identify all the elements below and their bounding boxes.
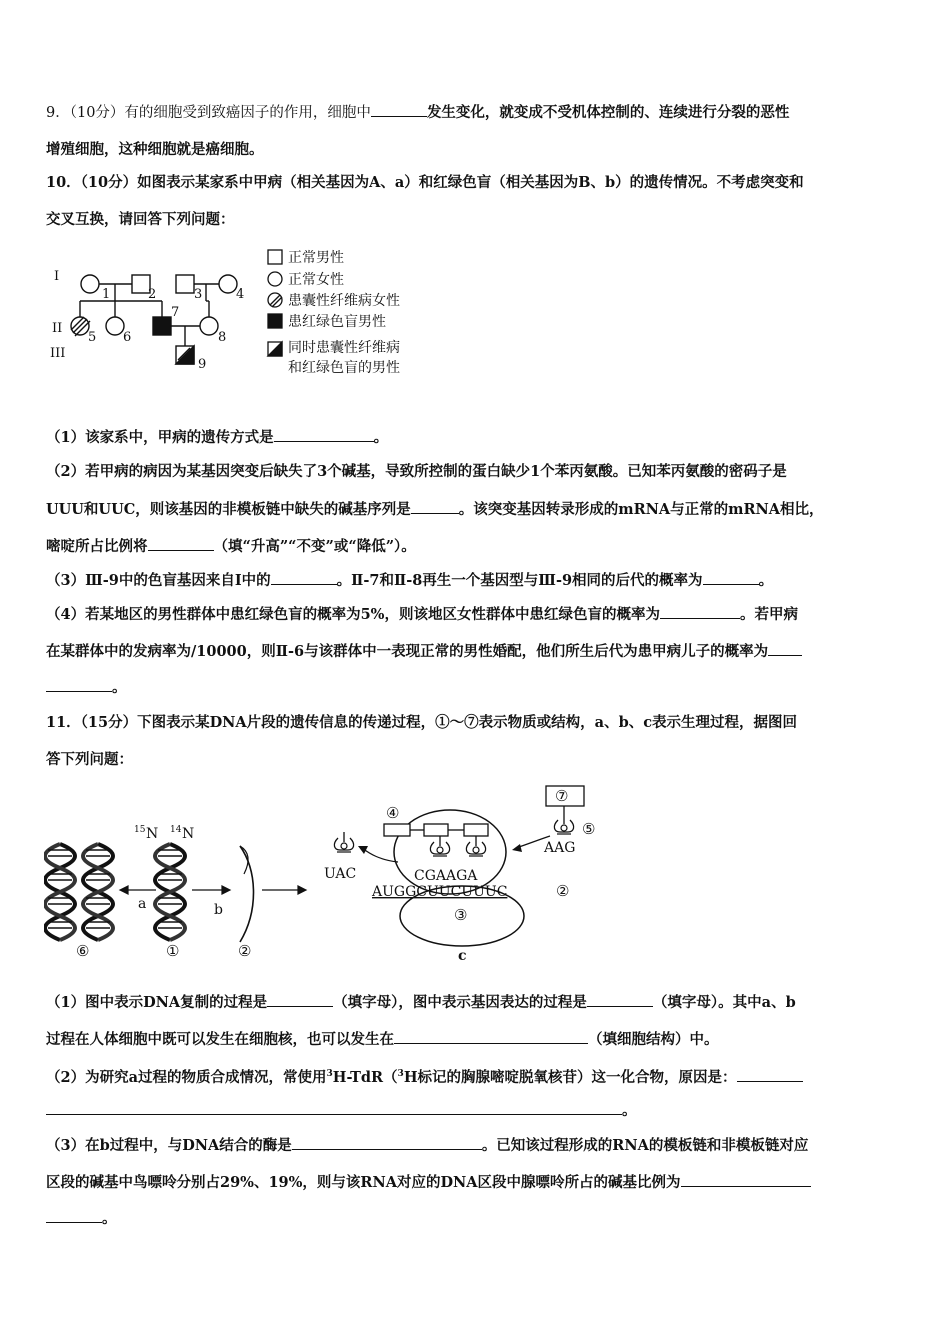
label-7: ⑦ — [555, 787, 569, 805]
legend-item-4: 患红绿色盲男性 — [288, 314, 386, 330]
q11-line2 — [46, 750, 912, 770]
q9-blank[interactable] — [371, 102, 427, 117]
q10-p4b-blank[interactable] — [768, 641, 802, 656]
q10-p1-text: （1）该家系中，甲病的遗传方式是 — [46, 429, 274, 446]
q11-p3c — [46, 1208, 912, 1229]
q11-p3a — [46, 1135, 912, 1156]
q11-p1a-blank-1[interactable] — [267, 992, 333, 1007]
q11-p3b — [46, 1172, 912, 1193]
legend-item-1: 正常男性 — [288, 250, 344, 266]
q10-line1 — [46, 173, 912, 193]
q9-text-a: 9．（10分）有的细胞受到致癌因子的作用，细胞中 — [46, 105, 371, 121]
q10-intro: 10．（10分）如图表示某家系中甲病（相关基因为A、a）和红绿色盲（相关基因为B、b）的遗传情况。不考虑突变和 — [46, 174, 804, 191]
individual-1 — [81, 275, 99, 293]
isotope-15: 15 — [134, 825, 146, 835]
codon-aag: AAG — [544, 840, 576, 856]
q10-line2 — [46, 210, 912, 230]
q10-p3-end: 。 — [758, 572, 774, 589]
polypeptide-4 — [384, 824, 410, 836]
q10-p4c-end: 。 — [112, 679, 127, 696]
q11-p1a-end: （填字母）。其中a、b — [652, 994, 796, 1011]
q11-p2a-end: H标记的胸腺嘧啶脱氧核苷）这一化合物，原因是： — [403, 1068, 737, 1086]
q10-p1 — [46, 427, 912, 448]
legend-item-2: 正常女性 — [288, 272, 344, 288]
q11-p2b-blank[interactable] — [46, 1100, 622, 1115]
q10-p4a — [46, 604, 912, 625]
q10-p3-mid: 。Ⅱ-7和Ⅱ-8再生一个基因型与Ⅲ-9相同的后代的概率为 — [336, 572, 703, 589]
codon-uac: UAC — [324, 866, 357, 882]
q11-p1a-text: （1）图中表示DNA复制的过程是 — [46, 994, 268, 1011]
q10-p1-blank[interactable] — [274, 427, 374, 442]
q10-p4b — [46, 641, 912, 662]
q10-p2b — [46, 499, 912, 520]
label-5: 5 — [88, 330, 97, 345]
q11-p1a-mid: （填字母），图中表示基因表达的过程是 — [333, 994, 587, 1011]
q10-p2a-text: （2）若甲病的病因为某基因突变后缺失了3个碱基，导致所控制的蛋白缺少1个苯丙氨酸。已知苯丙氨酸的密码子是 — [46, 463, 787, 480]
q9-line2 — [46, 140, 912, 160]
q10-p4a-end: 。若甲病 — [739, 606, 798, 623]
q9-text-b: 发生变化，就变成不受机体控制的、连续进行分裂的恶性 — [426, 104, 790, 121]
q11-p3a-text: （3）在b过程中，与DNA结合的酶是 — [46, 1137, 292, 1154]
q10-p2c-end: （填“升高”“不变”或“降低”）。 — [213, 538, 416, 555]
legend-item-5: 同时患囊性纤维病 — [288, 340, 400, 356]
gen-label-2: II — [52, 321, 63, 336]
mrna-seq: AUGGCUUCUUUC — [372, 884, 508, 900]
label-c: c — [458, 948, 467, 964]
q10-p3 — [46, 570, 912, 591]
q11-p3c-end: 。 — [102, 1210, 117, 1227]
individual-4 — [219, 275, 237, 293]
mrna-strand — [240, 846, 254, 942]
dna-helix-left-b — [83, 844, 113, 940]
q10-p3-blank-2[interactable] — [703, 570, 759, 585]
label-6: ⑥ — [76, 942, 90, 960]
q11-p1b-end: （填细胞结构）中。 — [588, 1031, 719, 1048]
q10-p2a — [46, 462, 912, 482]
q11-p2a-text: （2）为研究a过程的物质合成情况，常使用 — [46, 1068, 327, 1086]
q11-p1a-blank-2[interactable] — [587, 992, 653, 1007]
q11-p1b — [46, 1029, 912, 1050]
label-4: 4 — [236, 287, 245, 302]
q10-p1-end: 。 — [373, 429, 389, 446]
label-b: b — [214, 902, 223, 918]
individual-3 — [176, 275, 194, 293]
label-a: a — [138, 896, 147, 912]
label-4: ④ — [386, 804, 400, 822]
q10-p4c-blank[interactable] — [46, 677, 112, 692]
q10-p4b-text: 在某群体中的发病率为/10000，则Ⅱ-6与该群体中一表现正常的男性婚配，他们所生后代为患甲病儿子的概率为 — [46, 643, 769, 660]
label-2-mrna: ② — [556, 882, 570, 900]
q11-p3c-blank[interactable] — [46, 1208, 102, 1223]
q11-p2b — [46, 1100, 912, 1121]
gen-label-1: I — [54, 269, 60, 284]
label-9: 9 — [198, 357, 207, 372]
q11-p2a — [46, 1064, 912, 1088]
q10-p4a-text: （4）若某地区的男性群体中患红绿色盲的概率为5%，则该地区女性群体中患红绿色盲的概率为 — [46, 606, 660, 623]
label-7: 7 — [171, 305, 180, 320]
isotope-14-n: N — [182, 826, 195, 842]
dna-helix-center — [155, 844, 185, 940]
pedigree-figure — [44, 244, 444, 379]
trna-a — [430, 836, 449, 856]
label-3: ③ — [454, 906, 468, 924]
q11-p1b-blank[interactable] — [394, 1029, 588, 1044]
individual-8 — [200, 317, 218, 335]
q10-intro-2: 交叉互换，请回答下列问题： — [46, 211, 235, 228]
q11-p3b-blank[interactable] — [681, 1172, 811, 1187]
q11-intro-2: 答下列问题： — [46, 751, 133, 768]
q10-p2b-blank[interactable] — [411, 499, 459, 514]
anticodon-seq: CGAAGA — [414, 868, 478, 884]
q10-p2b-text: UUU和UUC，则该基因的非模板链中缺失的碱基序列是 — [46, 501, 411, 518]
q10-p3-blank-1[interactable] — [271, 570, 337, 585]
label-1: ① — [166, 942, 180, 960]
label-3: 3 — [194, 287, 203, 302]
label-2: 2 — [148, 287, 157, 302]
q11-p2a-mid: H-TdR（ — [332, 1068, 398, 1086]
label-6: 6 — [123, 330, 132, 345]
q10-p3-text: （3）Ⅲ-9中的色盲基因来自Ⅰ中的 — [46, 572, 271, 589]
q11-p1a — [46, 992, 912, 1013]
q11-p2a-sup1: 3 — [326, 1069, 333, 1079]
q9-line1 — [46, 102, 912, 123]
q10-p4a-blank[interactable] — [660, 604, 740, 619]
gene-expression-figure — [44, 782, 624, 968]
label-2: ② — [238, 942, 252, 960]
q11-p1b-text: 过程在人体细胞中既可以发生在细胞核，也可以发生在 — [46, 1031, 394, 1048]
q11-p2a-sup2: 3 — [397, 1069, 404, 1079]
q11-p2a-blank[interactable] — [737, 1067, 803, 1082]
q11-p3a-blank[interactable] — [292, 1135, 482, 1150]
label-5: ⑤ — [582, 820, 596, 838]
isotope-14: 14 — [170, 825, 182, 835]
label-1: 1 — [102, 287, 111, 302]
q10-p4c — [46, 677, 912, 698]
q11-p3a-end: 。已知该过程形成的RNA的模板链和非模板链对应 — [481, 1137, 809, 1154]
q11-p3b-text: 区段的碱基中鸟嘌呤分别占29%、19%，则与该RNA对应的DNA区段中腺嘌呤所占的碱基比例为 — [46, 1174, 681, 1191]
individual-6 — [106, 317, 124, 335]
q10-p2c — [46, 536, 912, 557]
legend-item-3: 患囊性纤维病女性 — [288, 293, 400, 309]
q10-p2b-end: 。该突变基因转录形成的mRNA与正常的mRNA相比， — [458, 501, 824, 518]
q9-text-c: 增殖细胞，这种细胞就是癌细胞。 — [46, 141, 264, 158]
legend-colorblind-male-icon — [268, 314, 282, 328]
trna-b — [466, 836, 485, 856]
trna-uac — [334, 832, 353, 852]
legend-normal-female-icon — [268, 272, 282, 286]
isotope-15-n: N — [146, 826, 159, 842]
trna-aag — [554, 814, 573, 834]
individual-7 — [153, 317, 171, 335]
q11-line1 — [46, 713, 912, 733]
label-8: 8 — [218, 330, 227, 345]
q11-p2b-end: 。 — [622, 1102, 637, 1119]
legend-normal-male-icon — [268, 250, 282, 264]
q10-p2c-blank[interactable] — [148, 536, 214, 551]
legend-item-6: 和红绿色盲的男性 — [288, 360, 400, 376]
gen-label-3: III — [50, 346, 66, 361]
dna-helix-left-a — [45, 844, 75, 940]
q11-intro: 11．（15分）下图表示某DNA片段的遗传信息的传递过程，①～⑦表示物质或结构，a、b、c表示生理过程，据图回 — [46, 714, 798, 731]
q10-p2c-text: 嘧啶所占比例将 — [46, 538, 148, 555]
